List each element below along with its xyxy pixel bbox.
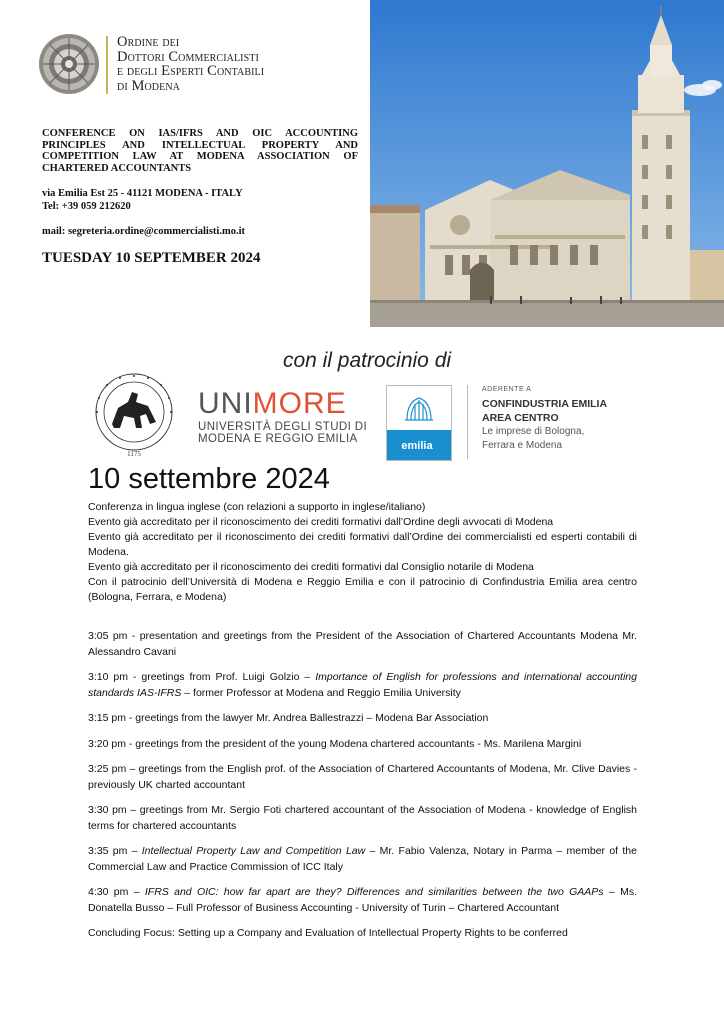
intro-line: Evento già accreditato per il riconoscimento dei crediti formativi dal Consiglio notarile di Modena (88, 561, 534, 573)
program-topic: Importance of English for professions and international accounting standards IAS-IFRS (88, 671, 637, 699)
program-item (88, 629, 637, 660)
confindustria-sub: Ferrara e Modena (482, 440, 563, 451)
unimore-uni-text: UNI (198, 387, 253, 420)
email: mail: segreteria.ordine@commercialisti.mo.it (42, 226, 245, 237)
program-item (88, 670, 637, 701)
program-item (88, 762, 637, 793)
unimore-year: 1175 (127, 450, 141, 458)
program-text: 3:15 pm - greetings from the lawyer Mr. Andrea Ballestrazzi – Modena Bar Association (88, 712, 489, 724)
program-text: Concluding Focus: Setting up a Company and Evaluation of Intellectual Property Rights to be conferred (88, 927, 568, 939)
program-text: 3:25 pm – greetings from the English prof. of the Association of Chartered Accountants of Modena, Mr. Clive Davies - previously UK charted accountant (88, 763, 637, 791)
modena-cathedral-photo (370, 0, 724, 327)
program-schedule (88, 629, 637, 952)
logo-divider (106, 36, 108, 94)
unimore-subtitle (198, 421, 367, 445)
confindustria-name: CONFINDUSTRIA EMILIA (482, 398, 608, 410)
program-text: 3:30 pm – greetings from Mr. Sergio Foti chartered accountant of the Association of Modena - knowledge of English terms for chartered accountants (88, 804, 637, 832)
order-seal-logo (38, 33, 100, 95)
confindustria-emilia-logo (386, 385, 452, 461)
program-item (88, 711, 637, 727)
program-item (88, 926, 637, 942)
address-block (42, 188, 243, 213)
unimore-wordmark (198, 387, 347, 421)
unimore-seal-logo (84, 372, 184, 458)
confindustria-area: AREA CENTRO (482, 412, 559, 424)
program-item (88, 885, 637, 916)
conference-title: CONFERENCE ON IAS/IFRS AND OIC ACCOUNTING PRINCIPLES AND INTELLECTUAL PROPERTY AND COMPETITION LAW AT MODENA ASSOCIATION OF CHARTERED ACCOUNTANTS (42, 128, 358, 174)
event-date: TUESDAY 10 SEPTEMBER 2024 (42, 250, 261, 266)
confindustria-sub: Le imprese di Bologna, (482, 426, 585, 437)
unimore-line: MODENA E REGGIO EMILIA (198, 433, 358, 445)
program-item (88, 737, 637, 753)
program-text: 3:05 pm - presentation and greetings from the President of the Association of Chartered Accountants Modena Mr. Alessandro Cavani (88, 630, 637, 658)
intro-line: Evento già accreditato per il riconoscimento dei crediti formativi dall’Ordine dei commercialisti ed esperti contabili di Modena. (88, 531, 637, 558)
program-text: – Ms. Donatella Busso – Full Professor of Business Accounting - University of Turin – Chartered Accountant (88, 886, 637, 914)
org-name-line: di Modena (117, 77, 180, 94)
organization-name (117, 35, 264, 93)
unimore-line: UNIVERSITÀ DEGLI STUDI DI (198, 421, 368, 433)
program-topic: Intellectual Property Law and Competition Law (141, 845, 366, 857)
logo-divider (467, 385, 468, 459)
program-text: 3:10 pm - greetings from Prof. Luigi Golzio – (88, 671, 316, 683)
intro-line: Conferenza in lingua inglese (con relazioni a supporto in inglese/italiano) (88, 501, 426, 513)
intro-section (88, 500, 637, 605)
org-name-line: e degli Esperti Contabili (117, 63, 265, 79)
program-text: – former Professor at Modena and Reggio Emilia University (181, 686, 461, 699)
program-topic: IFRS and OIC: how far apart are they? Differences and similarities between the two GAAPs (144, 886, 604, 898)
org-name-line: Ordine dei (117, 34, 180, 50)
intro-line: Con il patrocinio dell’Università di Modena e Reggio Emilia e con il patrocinio di Confindustria Emilia area centro (Bologna, Ferrara, e Modena) (88, 576, 637, 603)
program-item (88, 803, 637, 834)
address: via Emilia Est 25 - 41121 MODENA - ITALY (42, 188, 243, 199)
intro-line: Evento già accreditato per il riconoscimento dei crediti formativi dall’Ordine degli avvocati di Modena (88, 516, 554, 528)
program-text: 3:35 pm – (88, 845, 142, 857)
big-date-heading: 10 settembre 2024 (88, 463, 330, 495)
patronage-heading (0, 349, 724, 373)
program-text: – Mr. Fabio Valenza, Notary in Parma – member of the Commercial Law and Practice Commission of ICC Italy (88, 845, 637, 873)
confindustria-badge: emilia (401, 440, 433, 452)
confindustria-adherent: ADERENTE A (482, 386, 532, 393)
patronage-label: con il patrocinio di (282, 349, 452, 372)
telephone: Tel: +39 059 212620 (42, 200, 131, 212)
program-item (88, 844, 637, 875)
org-name-line: Dottori Commercialisti (117, 48, 259, 65)
unimore-more-text: MORE (252, 387, 347, 420)
program-text: 4:30 pm – (88, 886, 145, 898)
program-text: 3:20 pm - greetings from the president of the young Modena chartered accountants - Ms. Marilena Margini (88, 737, 582, 750)
confindustria-text (482, 383, 607, 453)
